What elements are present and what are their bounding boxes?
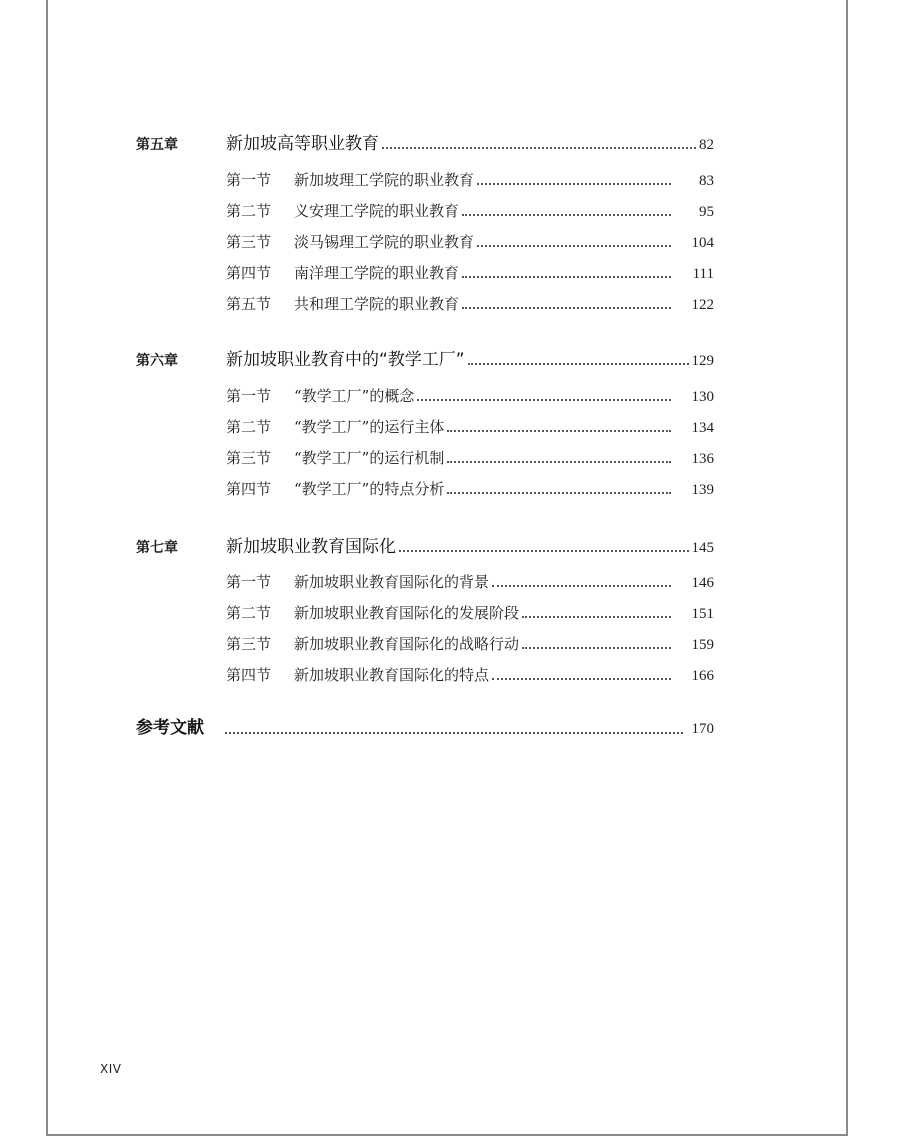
section-label: 第四节	[226, 264, 272, 282]
dot-leader	[225, 732, 683, 734]
chapter-title: 新加坡高等职业教育	[226, 134, 379, 154]
page-number: 130	[691, 389, 714, 405]
section-title: 共和理工学院的职业教育	[294, 295, 460, 313]
section-title: 新加坡职业教育国际化的背景	[294, 573, 490, 591]
section-row[interactable]	[0, 382, 900, 406]
section-label: 第四节	[226, 666, 272, 684]
dot-leader	[477, 183, 671, 185]
page-number: 95	[699, 204, 714, 220]
dot-leader	[468, 363, 689, 365]
dot-leader	[417, 399, 671, 401]
section-row[interactable]	[0, 475, 900, 499]
section-label: 第一节	[226, 573, 272, 591]
page-number: 129	[691, 353, 714, 369]
dot-leader	[447, 492, 671, 494]
section-title: 新加坡理工学院的职业教育	[294, 171, 475, 189]
chapter-label: 第六章	[136, 353, 178, 369]
section-row[interactable]	[0, 197, 900, 221]
section-row[interactable]	[0, 568, 900, 592]
dot-leader	[382, 147, 696, 149]
section-row[interactable]	[0, 444, 900, 468]
section-row[interactable]	[0, 413, 900, 437]
section-row[interactable]	[0, 290, 900, 314]
page-number: 111	[692, 266, 714, 282]
section-label: 第三节	[226, 635, 272, 653]
dot-leader	[462, 276, 671, 278]
page-number: 139	[691, 482, 714, 498]
chapter-label: 第七章	[136, 540, 178, 556]
section-label: 第三节	[226, 449, 272, 467]
page-number: 151	[691, 606, 714, 622]
dot-leader	[462, 214, 671, 216]
section-label: 第五节	[226, 295, 272, 313]
dot-leader	[447, 461, 671, 463]
page-number: 122	[691, 297, 714, 313]
section-title: 淡马锡理工学院的职业教育	[294, 233, 475, 251]
chapter-row[interactable]	[0, 130, 900, 154]
section-row[interactable]	[0, 599, 900, 623]
section-title: “教学工厂”的概念	[294, 387, 415, 405]
section-label: 第一节	[226, 171, 272, 189]
references-title: 参考文献	[136, 718, 204, 738]
chapter-label: 第五章	[136, 137, 178, 153]
page-number: 104	[691, 235, 714, 251]
dot-leader	[399, 550, 689, 552]
section-row[interactable]	[0, 259, 900, 283]
page-number: 134	[691, 420, 714, 436]
section-label: 第四节	[226, 480, 272, 498]
chapter-title: 新加坡职业教育中的“教学工厂”	[226, 350, 465, 370]
section-label: 第一节	[226, 387, 272, 405]
section-row[interactable]	[0, 630, 900, 654]
page-number: 136	[691, 451, 714, 467]
dot-leader	[477, 245, 671, 247]
section-row[interactable]	[0, 661, 900, 685]
section-title: “教学工厂”的运行主体	[294, 418, 445, 436]
page-number: 145	[691, 540, 714, 556]
dot-leader	[522, 647, 671, 649]
dot-leader	[462, 307, 671, 309]
folio-page-number: XIV	[100, 1062, 122, 1076]
references-row[interactable]	[0, 714, 900, 738]
dot-leader	[447, 430, 671, 432]
section-title: 义安理工学院的职业教育	[294, 202, 460, 220]
page-number: 170	[691, 721, 714, 737]
dot-leader	[492, 678, 671, 680]
section-row[interactable]	[0, 228, 900, 252]
dot-leader	[522, 616, 671, 618]
chapter-row[interactable]	[0, 346, 900, 370]
chapter-title: 新加坡职业教育国际化	[226, 537, 396, 557]
section-label: 第二节	[226, 202, 272, 220]
page-number: 83	[699, 173, 714, 189]
section-title: “教学工厂”的运行机制	[294, 449, 445, 467]
page-number: 146	[691, 575, 714, 591]
section-title: 南洋理工学院的职业教育	[294, 264, 460, 282]
section-title: 新加坡职业教育国际化的特点	[294, 666, 490, 684]
page-number: 159	[691, 637, 714, 653]
section-title: 新加坡职业教育国际化的发展阶段	[294, 604, 520, 622]
section-label: 第三节	[226, 233, 272, 251]
page-number: 166	[691, 668, 714, 684]
section-label: 第二节	[226, 604, 272, 622]
dot-leader	[492, 585, 671, 587]
section-title: “教学工厂”的特点分析	[294, 480, 445, 498]
section-label: 第二节	[226, 418, 272, 436]
page-number: 82	[699, 137, 714, 153]
section-row[interactable]	[0, 166, 900, 190]
chapter-row[interactable]	[0, 533, 900, 557]
section-title: 新加坡职业教育国际化的战略行动	[294, 635, 520, 653]
